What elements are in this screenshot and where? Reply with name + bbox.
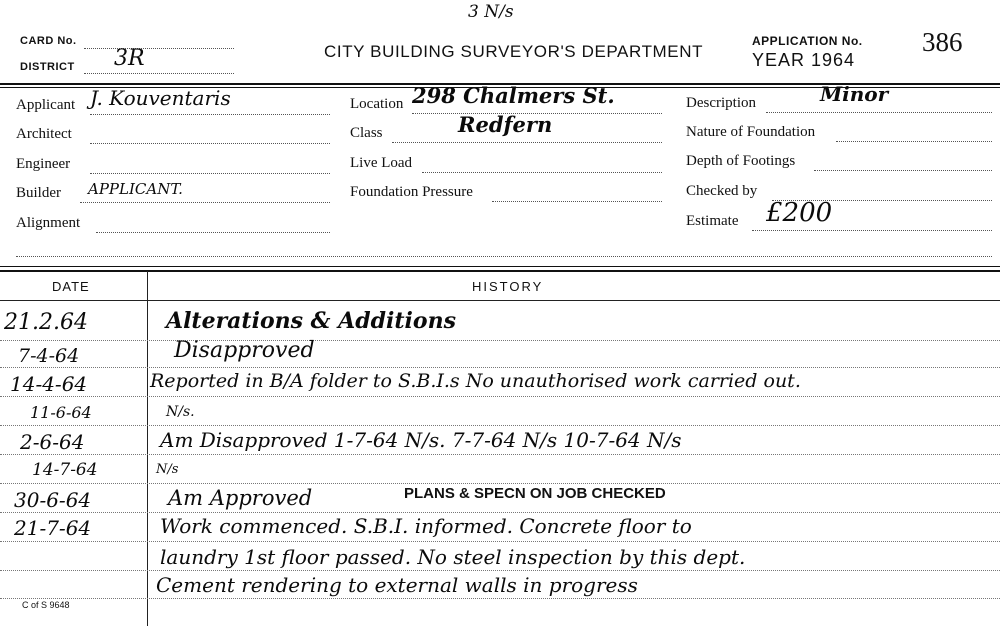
architect-line <box>90 143 330 144</box>
date-column-header: DATE <box>52 279 90 294</box>
plans-checked-stamp: PLANS & SPECN ON JOB CHECKED <box>404 485 666 502</box>
column-header-line <box>0 300 1000 301</box>
estimate-label: Estimate <box>686 213 739 229</box>
history-date: 7-4-64 <box>18 345 80 367</box>
history-entry: laundry 1st floor passed. No steel inspection by this dept. <box>160 545 746 569</box>
history-date: 11-6-64 <box>30 403 92 422</box>
applicant-line <box>90 114 330 115</box>
district-value: 3R <box>114 46 145 71</box>
application-number: 386 <box>922 27 963 57</box>
ruled-line <box>0 340 1000 341</box>
ruled-line <box>0 454 1000 455</box>
history-column-header: HISTORY <box>472 279 544 294</box>
column-separator <box>147 271 148 626</box>
card-no-line <box>84 48 234 49</box>
history-entry: N/s. <box>166 404 195 420</box>
fields-bottom-line <box>16 256 992 257</box>
card-no-label: CARD No. <box>20 35 77 47</box>
live-load-label: Live Load <box>350 155 413 171</box>
nature-of-foundation-label: Nature of Foundation <box>686 124 816 140</box>
location-value: 298 Chalmers St. <box>412 83 615 108</box>
nature-line <box>836 141 992 142</box>
location-label: Location <box>350 96 404 112</box>
ruled-line <box>0 425 1000 426</box>
estimate-value: £200 <box>766 198 833 228</box>
ruled-line <box>0 367 1000 368</box>
live-load-line <box>422 172 662 173</box>
history-entry: Reported in B/A folder to S.B.I.s No unauthorised work carried out. <box>150 370 801 392</box>
history-entry: Work commenced. S.B.I. informed. Concrete floor to <box>160 514 692 538</box>
history-date: 14-7-64 <box>32 460 98 480</box>
class-label: Class <box>350 125 383 141</box>
description-line <box>766 112 992 113</box>
foundation-pressure-label: Foundation Pressure <box>350 184 473 200</box>
ruled-line <box>0 512 1000 513</box>
class-value: Redfern <box>458 112 553 137</box>
ruled-line <box>0 483 1000 484</box>
class-line <box>392 142 662 143</box>
year-label: YEAR 1964 <box>752 50 856 70</box>
history-divider <box>0 266 1000 267</box>
ruled-line <box>0 598 1000 599</box>
depth-line <box>814 170 992 171</box>
history-entry: Cement rendering to external walls in progress <box>156 573 638 597</box>
builder-label: Builder <box>16 185 61 201</box>
description-value: Minor <box>820 82 889 106</box>
district-label: DISTRICT <box>20 61 75 73</box>
history-date: 21.2.64 <box>4 310 88 335</box>
architect-label: Architect <box>16 126 72 142</box>
alignment-label: Alignment <box>16 215 81 231</box>
history-date: 14-4-64 <box>10 372 88 396</box>
history-date: 30-6-64 <box>14 488 92 512</box>
history-entry: Alterations & Additions <box>166 308 456 334</box>
history-entry: Disapproved <box>174 338 315 363</box>
history-entry: Am Disapproved 1-7-64 N/s. 7-7-64 N/s 10-7-64 N/s <box>160 428 682 452</box>
history-entry: N/s <box>156 462 179 477</box>
builder-value: APPLICANT. <box>88 180 183 198</box>
applicant-value: J. Kouventaris <box>90 86 231 110</box>
form-number: C of S 9648 <box>22 600 70 610</box>
department-title: CITY BUILDING SURVEYOR'S DEPARTMENT <box>324 42 704 61</box>
history-date: 21-7-64 <box>14 516 92 540</box>
ruled-line <box>0 396 1000 397</box>
history-date: 2-6-64 <box>20 430 85 454</box>
district-line <box>84 73 234 74</box>
history-divider-thick <box>0 270 1000 272</box>
applicant-label: Applicant <box>16 97 76 113</box>
alignment-line <box>96 232 330 233</box>
estimate-line <box>752 230 992 231</box>
history-entry: Am Approved <box>168 486 313 510</box>
engineer-line <box>90 173 330 174</box>
application-label: APPLICATION No. <box>752 34 863 48</box>
ruled-line <box>0 541 1000 542</box>
foundation-pressure-line <box>492 201 662 202</box>
ruled-line <box>0 570 1000 571</box>
depth-of-footings-label: Depth of Footings <box>686 153 796 169</box>
top-note: 3 N/s <box>468 2 514 22</box>
engineer-label: Engineer <box>16 156 71 172</box>
checked-by-label: Checked by <box>686 183 758 199</box>
description-label: Description <box>686 95 756 111</box>
builder-line <box>80 202 330 203</box>
